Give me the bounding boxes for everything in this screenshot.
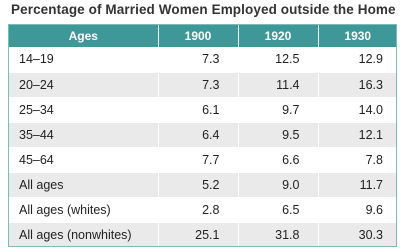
table-row — [9, 97, 397, 122]
cell-1900: 7.7 — [158, 147, 238, 172]
row-label: All ages (nonwhites) — [9, 222, 158, 247]
column-header-1920: 1920 — [238, 24, 318, 47]
table-title: Percentage of Married Women Employed outside the Home — [11, 2, 396, 17]
column-header-ages: Ages — [9, 24, 158, 47]
cell-1920: 9.0 — [238, 172, 318, 197]
column-header-1900: 1900 — [158, 24, 238, 47]
cell-1900: 5.2 — [158, 172, 238, 197]
cell-1930: 9.6 — [318, 197, 397, 222]
cell-1920: 31.8 — [238, 222, 318, 247]
cell-1920: 12.5 — [238, 47, 318, 72]
table-row — [9, 222, 397, 247]
row-label: 20–24 — [9, 72, 158, 97]
cell-1920: 9.7 — [238, 97, 318, 122]
cell-1920: 9.5 — [238, 122, 318, 147]
row-label: 35–44 — [9, 122, 158, 147]
table-row — [9, 47, 397, 72]
cell-1930: 14.0 — [318, 97, 397, 122]
table-row — [9, 122, 397, 147]
table-row — [9, 72, 397, 97]
row-label: 25–34 — [9, 97, 158, 122]
table-row — [9, 197, 397, 222]
row-label: All ages (whites) — [9, 197, 158, 222]
table-row — [9, 147, 397, 172]
cell-1900: 25.1 — [158, 222, 238, 247]
cell-1930: 16.3 — [318, 72, 397, 97]
cell-1900: 7.3 — [158, 72, 238, 97]
employment-table — [9, 24, 397, 248]
cell-1900: 7.3 — [158, 47, 238, 72]
cell-1900: 6.1 — [158, 97, 238, 122]
cell-1920: 6.5 — [238, 197, 318, 222]
cell-1930: 11.7 — [318, 172, 397, 197]
cell-1930: 12.1 — [318, 122, 397, 147]
cell-1900: 2.8 — [158, 197, 238, 222]
row-label: All ages — [9, 172, 158, 197]
row-label: 14–19 — [9, 47, 158, 72]
cell-1920: 11.4 — [238, 72, 318, 97]
header-row — [9, 24, 397, 47]
cell-1920: 6.6 — [238, 147, 318, 172]
cell-1930: 30.3 — [318, 222, 397, 247]
cell-1900: 6.4 — [158, 122, 238, 147]
cell-1930: 7.8 — [318, 147, 397, 172]
cell-1930: 12.9 — [318, 47, 397, 72]
column-header-1930: 1930 — [318, 24, 397, 47]
row-label: 45–64 — [9, 147, 158, 172]
table-row — [9, 172, 397, 197]
